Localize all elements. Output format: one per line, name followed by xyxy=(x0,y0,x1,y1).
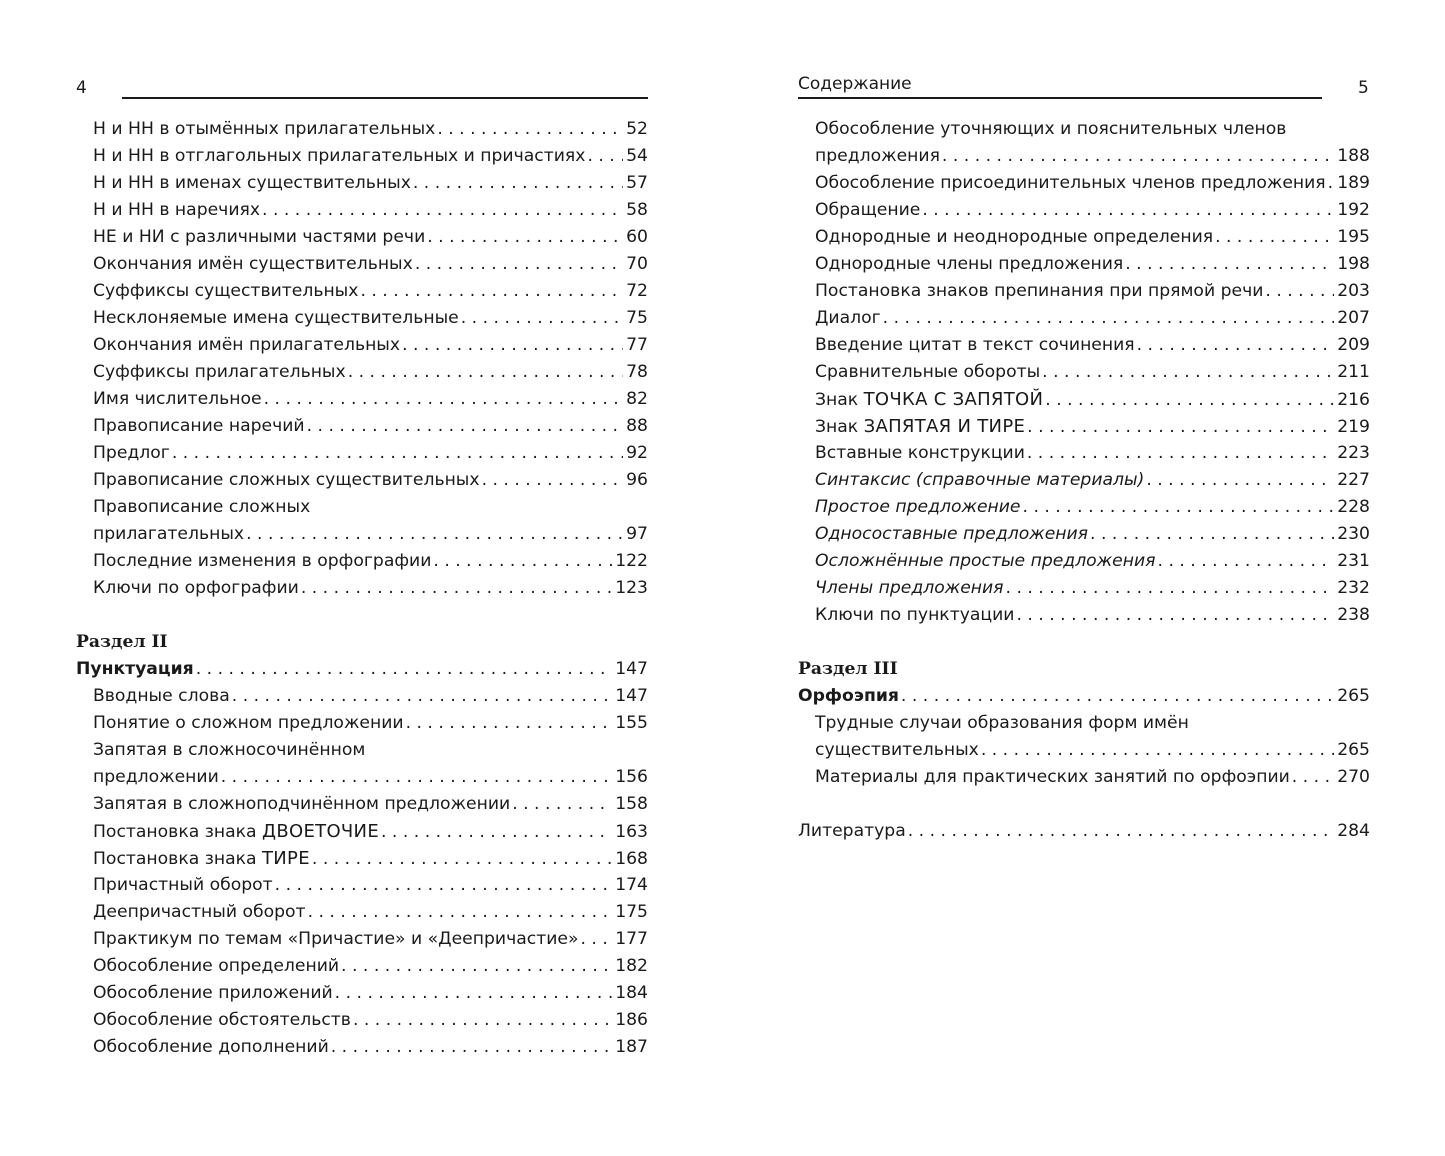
toc-entry: Предлог . . . 92 xyxy=(76,440,648,467)
toc-entry: Н и НН в отымённых прилагательных . . . 52 xyxy=(76,116,648,143)
section-title: Орфоэпия . . . 265 xyxy=(798,683,1370,710)
left-page xyxy=(0,0,722,1156)
toc-entry: Знак ЗАПЯТАЯ И ТИРЕ . . . 219 xyxy=(798,413,1370,440)
toc-entry: Обособление дополнений . . . 187 xyxy=(76,1034,648,1061)
toc-entry: Н и НН в наречиях . . . 58 xyxy=(76,197,648,224)
toc-entry: существительных . . . 265 xyxy=(798,737,1370,764)
toc-entry: Окончания имён прилагательных . . . 77 xyxy=(76,332,648,359)
toc-entry: прилагательных . . . 97 xyxy=(76,521,648,548)
toc-entry: Несклоняемые имена существительные . . . 75 xyxy=(76,305,648,332)
toc-entry-line1: Запятая в сложносочинённом xyxy=(93,740,366,760)
toc-entry: Осложнённые простые предложения . . . 231 xyxy=(798,548,1370,575)
toc-entry: Обособление обстоятельств . . . 186 xyxy=(76,1007,648,1034)
toc-entry: Имя числительное . . . 82 xyxy=(76,386,648,413)
toc-entry: Члены предложения . . . 232 xyxy=(798,575,1370,602)
toc-entry: Обращение . . . 192 xyxy=(798,197,1370,224)
running-title: Содержание xyxy=(798,74,912,94)
toc-entry: Деепричастный оборот . . . 175 xyxy=(76,899,648,926)
toc-entry-line1: Правописание сложных xyxy=(93,497,311,517)
toc-left xyxy=(76,116,648,1061)
toc-entry: Суффиксы прилагательных . . . 78 xyxy=(76,359,648,386)
section-label: Раздел II xyxy=(76,632,168,652)
section-label: Раздел III xyxy=(798,659,898,679)
toc-entry: Вставные конструкции . . . 223 xyxy=(798,440,1370,467)
toc-entry: Вводные слова . . . 147 xyxy=(76,683,648,710)
toc-entry: Ключи по орфографии . . . 123 xyxy=(76,575,648,602)
toc-entry: Правописание наречий . . . 88 xyxy=(76,413,648,440)
toc-entry: Практикум по темам «Причастие» и «Деепричастие» . . . 177 xyxy=(76,926,648,953)
toc-entry: Материалы для практических занятий по орфоэпии . . . 270 xyxy=(798,764,1370,791)
toc-entry: Постановка знака ТИРЕ . . . 168 xyxy=(76,845,648,872)
toc-entry: Запятая в сложноподчинённом предложении . . . 158 xyxy=(76,791,648,818)
toc-entry-line1: Трудные случаи образования форм имён xyxy=(815,713,1189,733)
toc-entry-literature: Литература . . . 284 xyxy=(798,818,1370,845)
toc-entry: Н и НН в именах существительных . . . 57 xyxy=(76,170,648,197)
toc-entry: Введение цитат в текст сочинения . . . 209 xyxy=(798,332,1370,359)
toc-right xyxy=(798,116,1370,845)
toc-entry: Суффиксы существительных . . . 72 xyxy=(76,278,648,305)
page-number: 5 xyxy=(1358,78,1369,98)
toc-entry: Правописание сложных существительных . . . 96 xyxy=(76,467,648,494)
toc-entry: Сравнительные обороты . . . 211 xyxy=(798,359,1370,386)
header-rule xyxy=(798,97,1322,99)
toc-entry: Н и НН в отглагольных прилагательных и причастиях . . . 54 xyxy=(76,143,648,170)
toc-entry: Диалог . . . 207 xyxy=(798,305,1370,332)
toc-entry: Однородные и неоднородные определения . . . 195 xyxy=(798,224,1370,251)
toc-entry: Постановка знака ДВОЕТОЧИЕ . . . 163 xyxy=(76,818,648,845)
toc-entry: Однородные члены предложения . . . 198 xyxy=(798,251,1370,278)
toc-entry: Синтаксис (справочные материалы) . . . 227 xyxy=(798,467,1370,494)
toc-entry-line1: Обособление уточняющих и пояснительных членов xyxy=(815,119,1287,139)
toc-entry: Причастный оборот . . . 174 xyxy=(76,872,648,899)
page-number: 4 xyxy=(76,78,87,98)
toc-entry: предложении . . . 156 xyxy=(76,764,648,791)
toc-entry: Окончания имён существительных . . . 70 xyxy=(76,251,648,278)
toc-entry: Простое предложение . . . 228 xyxy=(798,494,1370,521)
toc-entry: Последние изменения в орфографии . . . 122 xyxy=(76,548,648,575)
toc-entry: НЕ и НИ с различными частями речи . . . 60 xyxy=(76,224,648,251)
toc-entry: Знак ТОЧКА С ЗАПЯТОЙ . . . 216 xyxy=(798,386,1370,413)
toc-entry: Обособление определений . . . 182 xyxy=(76,953,648,980)
section-title: Пунктуация . . . 147 xyxy=(76,656,648,683)
toc-entry: Постановка знаков препинания при прямой речи . . . 203 xyxy=(798,278,1370,305)
toc-entry: Односоставные предложения . . . 230 xyxy=(798,521,1370,548)
right-page xyxy=(722,0,1445,1156)
header-rule xyxy=(122,97,648,99)
toc-entry: Понятие о сложном предложении . . . 155 xyxy=(76,710,648,737)
toc-entry: Обособление присоединительных членов предложения . . . 189 xyxy=(798,170,1370,197)
toc-entry: Ключи по пунктуации . . . 238 xyxy=(798,602,1370,629)
toc-entry: Обособление приложений . . . 184 xyxy=(76,980,648,1007)
toc-entry: предложения . . . 188 xyxy=(798,143,1370,170)
